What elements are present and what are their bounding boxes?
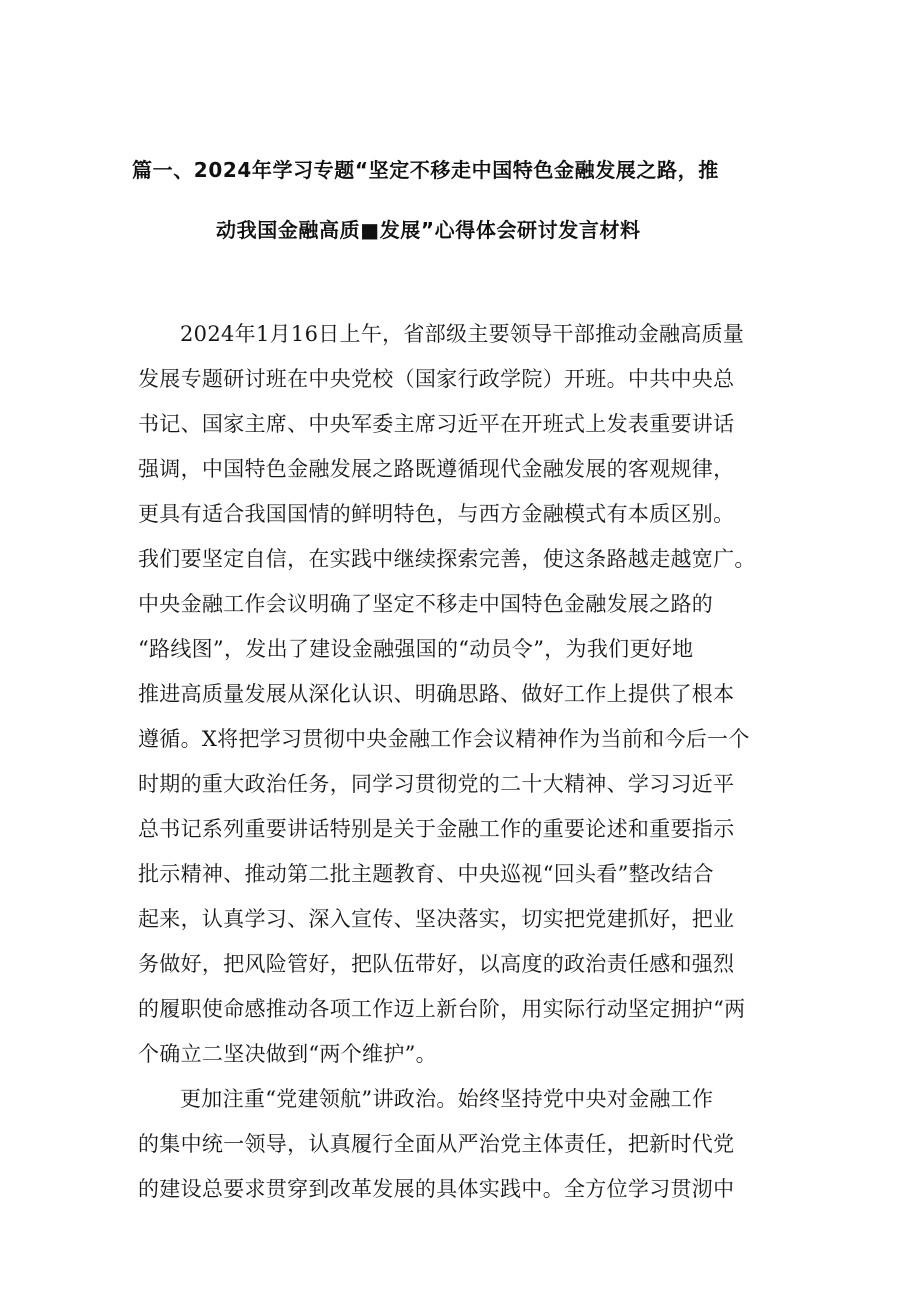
body-line: 的履职使命感推动各项工作迈上新台阶，用实际行动坚定拥护“两 — [138, 997, 746, 1021]
body-line: 务做好，把风险管好，把队伍带好，以高度的政治责任感和强烈 — [138, 952, 735, 976]
document-title-line-2: 动我国金融高质■发展”心得体会研讨发言材料 — [216, 218, 641, 242]
body-line: 更加注重“党建领航”讲政治。始终坚持党中央对金融工作 — [180, 1087, 714, 1111]
body-line: 更具有适合我国国情的鲜明特色，与西方金融模式有本质区别。 — [138, 502, 735, 526]
body-line: 时期的重大政治任务，同学习贯彻党的二十大精神、学习习近平 — [138, 772, 735, 796]
body-line: 推进高质量发展从深化认识、明确思路、做好工作上提供了根本 — [138, 682, 735, 706]
body-line: 书记、国家主席、中央军委主席习近平在开班式上发表重要讲话 — [138, 412, 735, 436]
body-line: 起来，认真学习、深入宣传、坚决落实，切实把党建抓好，把业 — [138, 907, 735, 931]
body-line: 的集中统一领导，认真履行全面从严治党主体责任，把新时代党 — [138, 1132, 735, 1156]
body-line: 发展专题研讨班在中央党校（国家行政学院）开班。中共中央总 — [138, 367, 735, 391]
body-line: 中央金融工作会议明确了坚定不移走中国特色金融发展之路的 — [138, 592, 714, 616]
body-line: 个确立二坚决做到“两个维护”。 — [138, 1042, 437, 1066]
body-line: 我们要坚定自信，在实践中继续探索完善，使这条路越走越宽广。 — [138, 547, 756, 571]
body-line: 的建设总要求贯穿到改革发展的具体实践中。全方位学习贯沏中 — [138, 1177, 735, 1201]
body-line: 2024年1月16日上午，省部级主要领导干部推动金融高质量 — [180, 322, 745, 346]
body-line: “路线图”，发出了建设金融强国的“动员令”，为我们更好地 — [138, 637, 694, 661]
body-line: 批示精神、推动第二批主题教育、中央巡视“回头看”整改结合 — [138, 862, 714, 886]
document-title-line-1: 篇一、2024年学习专题“坚定不移走中国特色金融发展之路，推 — [132, 158, 719, 182]
body-line: 强调，中国特色金融发展之路既遵循现代金融发展的客观规律， — [138, 457, 735, 481]
body-line: 遵循。X将把学习贯彻中央金融工作会议精神作为当前和今后一个 — [138, 727, 750, 751]
body-line: 总书记系列重要讲话特别是关于金融工作的重要论述和重要指示 — [138, 817, 735, 841]
